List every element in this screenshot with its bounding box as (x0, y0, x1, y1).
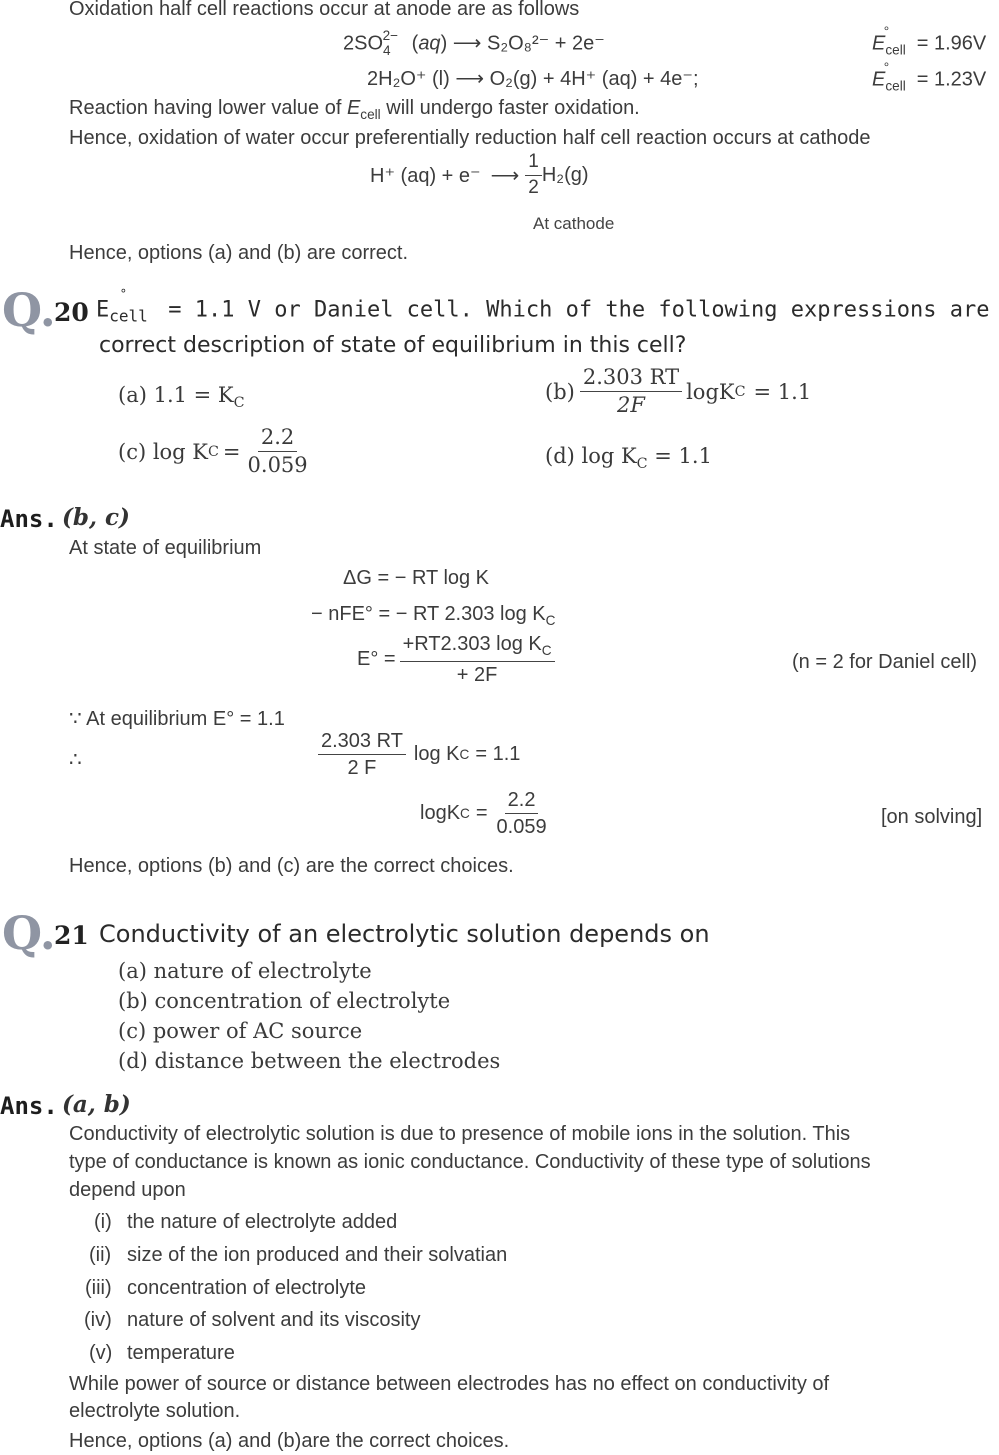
option-20-c-den: 0.059 (247, 453, 308, 478)
question-20-text1: = 1.1 V or Daniel cell. Which of the following expressions are (168, 297, 990, 323)
question-number-20: 20 (54, 298, 89, 327)
equation-20-4: ∵ At equilibrium E° = 1.1 (69, 708, 285, 730)
solution-21-conclusion: Hence, options (a) and (b)are the correct choices. (69, 1430, 510, 1452)
equation-20-3-num: +RT2.303 log K (402, 633, 542, 655)
option-21-d: (d) distance between the electrodes (118, 1049, 501, 1073)
list-item: nature of solvent and its viscosity (127, 1309, 421, 1331)
solution-21-para: type of conductance is known as ionic conductance. Conductivity of these type of solutions (69, 1151, 871, 1173)
answer-label-20: Ans. (0, 505, 58, 533)
reaction-arrow: ⟶ (455, 68, 484, 90)
equation-20-3-lhs: E° = (357, 647, 396, 670)
solution-21-para: electrolyte solution. (69, 1400, 241, 1422)
option-21-c: (c) power of AC source (118, 1019, 363, 1043)
reaction-2-ecell-value: = 1.23V (916, 68, 987, 91)
cathode-label: At cathode (533, 214, 615, 233)
option-20-b-rest: logK (686, 379, 735, 404)
option-20-b: (b) $\frac{2.303 RT}{2F}$ logK C = 1.1 (545, 365, 812, 418)
question-mark-20: Q. (2, 283, 56, 337)
intro-line-pre: Reaction having lower value of (69, 97, 342, 119)
reaction-1-ecell: $E_{cell}^\circ = 1.96V$ (872, 24, 987, 58)
solution-20-conclusion: Hence, options (b) and (c) are the correct choices. (69, 855, 514, 877)
equation-20-6: logK C = $\frac{2.2}{0.059}$ (420, 789, 550, 838)
equation-20-5: $\frac{2.303 RT}{2 F}$ log K C = 1.1 (318, 730, 520, 779)
solution-21-para: While power of source or distance between electrodes has no effect on conductivity of (69, 1373, 830, 1395)
equation-20-6-den: 0.059 (496, 816, 547, 838)
list-item: size of the ion produced and their solvatian (127, 1244, 508, 1266)
option-20-a: (a) $1.1 = K_C$ (118, 383, 245, 412)
solution-21-para: depend upon (69, 1179, 186, 1201)
equation-20-1: ΔG = − RT log K (343, 567, 490, 589)
equation-20-6-num: 2.2 (505, 789, 539, 814)
therefore-symbol: ∴ (69, 749, 82, 771)
option-21-a: (a) nature of electrolyte (118, 959, 372, 983)
equation-20-5-num: 2.303 RT (318, 730, 406, 755)
reaction-2 (367, 66, 699, 91)
intro-line: Hence, oxidation of water occur preferentially reduction half cell reaction occurs at cathode (69, 127, 871, 149)
equation-20-3-den: + 2F (456, 663, 498, 686)
equation-20-5-value: = 1.1 (475, 743, 521, 765)
equation-20-3: E° = $\frac{+RT2.303 \log K_C}{+ 2F}$ (357, 633, 555, 686)
intro-line: Reaction having lower value of $E_{cell}$ will undergo faster oxidation. (69, 97, 640, 122)
cathode-reaction-lhs: H⁺ (aq) + e⁻ (370, 164, 481, 187)
option-20-c-num: 2.2 (258, 426, 297, 452)
equation-20-3-note: (n = 2 for Daniel cell) (792, 651, 978, 673)
question-20-line1: $E_{cell}^\circ = 1.1$ V or Daniel cell. Which of the following expressions are (96, 287, 990, 326)
solution-20-line1: At state of equilibrium (69, 537, 262, 559)
equation-20-6-lhs: logK (420, 802, 461, 824)
list-item: temperature (127, 1342, 235, 1364)
question-mark-21: Q. (2, 906, 56, 960)
list-item: the nature of electrolyte added (127, 1211, 398, 1233)
equation-20-5-den: 2 F (347, 757, 377, 779)
list-item: concentration of electrolyte (127, 1277, 367, 1299)
equation-20-5-rest: log K (413, 743, 460, 765)
answer-value-20: (b, c) (62, 504, 130, 531)
reaction-2-ecell: $E_{cell}^\circ = 1.23V$ (872, 60, 987, 94)
equation-20-2: − nFE° = − RT 2.303 $\log K_C$ (311, 603, 556, 628)
option-20-a-text: (a) 1.1 = K (118, 383, 234, 407)
equation-20-2-text: − nFE° = − RT 2.303 log K (311, 603, 546, 625)
solution-21-para: Conductivity of electrolytic solution is due to presence of mobile ions in the solution. This (69, 1123, 851, 1145)
list-item-num: (ii) (89, 1244, 112, 1266)
reaction-2-lhs: 2H₂O⁺ (l) (367, 68, 450, 90)
cathode-reaction: H⁺ (aq) + e⁻ ⟶ $\frac{1}{2}$ H₂(g) (370, 151, 589, 198)
reaction-arrow: ⟶ (452, 32, 482, 55)
answer-label-21: Ans. (0, 1092, 58, 1120)
option-20-c: (c) log K C = $\frac{2.2}{0.059}$ (118, 426, 311, 477)
intro-line: Oxidation half cell reactions occur at anode are as follows (69, 0, 580, 20)
option-20-c-label: (c) log K (118, 439, 208, 464)
list-item-num: (iii) (85, 1277, 112, 1299)
option-21-b: (b) concentration of electrolyte (118, 989, 451, 1013)
reaction-1-rhs: S₂O₈²⁻ + 2e⁻ (487, 32, 605, 55)
option-20-b-num: 2.303 RT (580, 366, 682, 392)
reaction-1: $2SO_4^{2-}$ (aq) ⟶ S₂O₈²⁻ + 2e⁻ (343, 28, 605, 58)
list-item-num: (v) (89, 1342, 113, 1364)
intro-line-post: will undergo faster oxidation. (386, 97, 640, 119)
cathode-reaction-rhs: H₂(g) (541, 163, 589, 186)
answer-value-21: (a, b) (62, 1091, 131, 1118)
list-item-num: (iv) (84, 1309, 112, 1331)
option-20-d: (d) $\log K_C = 1.1$ (545, 444, 712, 473)
list-item-num: (i) (94, 1211, 112, 1233)
option-20-d-value: = 1.1 (654, 444, 712, 468)
question-21-text: Conductivity of an electrolytic solution depends on (99, 920, 710, 948)
reaction-2-rhs: O₂(g) + 4H⁺ (aq) + 4e⁻; (489, 68, 699, 90)
equation-20-6-note: [on solving] (881, 806, 983, 828)
question-number-21: 21 (54, 921, 89, 950)
intro-conclusion: Hence, options (a) and (b) are correct. (69, 242, 409, 264)
question-20-line2: correct description of state of equilibrium in this cell? (99, 333, 687, 358)
reaction-1-lhs: 2SO (343, 32, 384, 55)
option-20-b-label: (b) (545, 379, 575, 404)
option-20-b-value: = 1.1 (753, 379, 812, 404)
option-20-b-den: 2F (617, 393, 645, 418)
option-20-d-text: (d) log K (545, 444, 637, 468)
reaction-1-ecell-value: = 1.96V (916, 32, 987, 55)
